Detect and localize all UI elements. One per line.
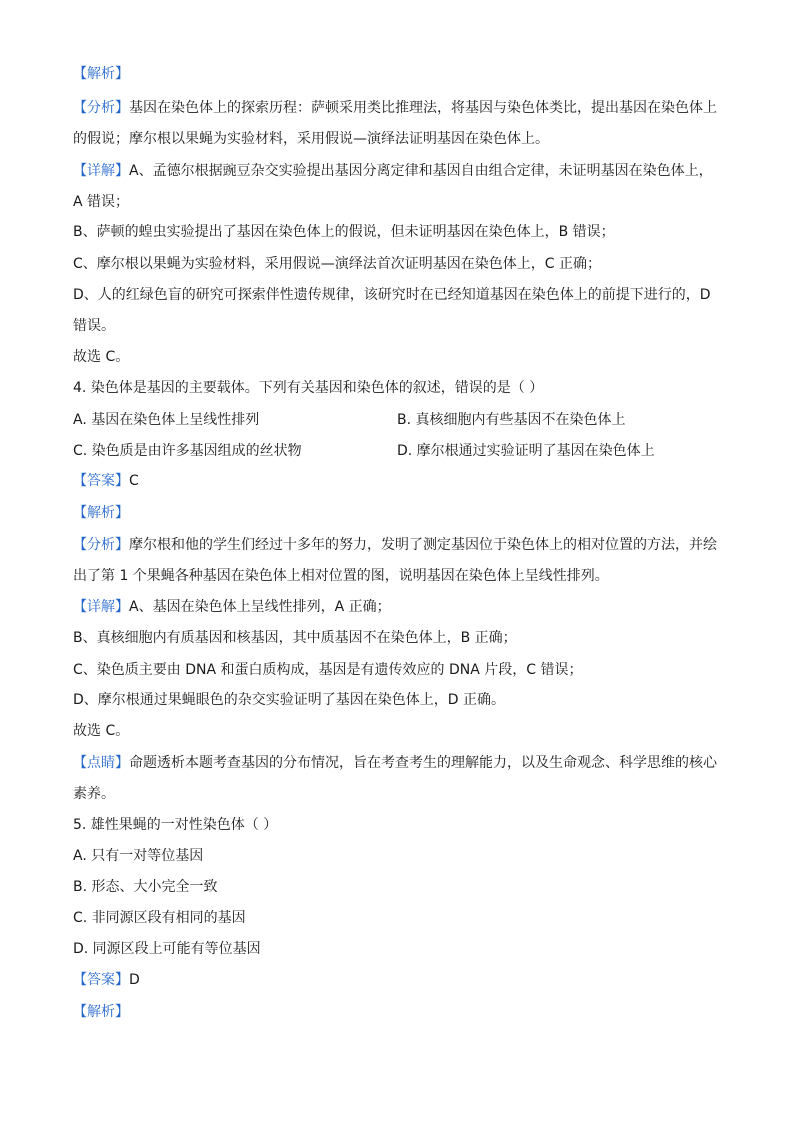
paragraph-line: 的假说；摩尔根以果蝇为实验材料，采用假说—演绎法证明基因在染色体上。 [73, 131, 549, 147]
option-a: A. 只有一对等位基因 [73, 848, 204, 864]
paragraph-line: B、真核细胞内有质基因和核基因，其中质基因不在染色体上，B 正确； [73, 630, 517, 646]
option-c: C. 染色质是由许多基因组成的丝状物 [73, 443, 302, 459]
paragraph-line: 素养。 [73, 786, 115, 802]
section-label-analysis: 【解析】 [73, 1004, 129, 1020]
question-stem: 4. 染色体是基因的主要载体。下列有关基因和染色体的叙述，错误的是（ ） [73, 380, 544, 396]
option-d: D. 摩尔根通过实验证明了基因在染色体上 [397, 443, 655, 459]
paragraph-line: 【详解】A、孟德尔根据豌豆杂交实验提出基因分离定律和基因自由组合定律，未证明基因在染色体上， [73, 163, 713, 179]
paragraph-line: 【点睛】命题透析本题考查基因的分布情况，旨在考查考生的理解能力，以及生命观念、科学思维的核心 [73, 755, 717, 771]
paragraph-line: 故选 C。 [73, 723, 130, 739]
option-a: A. 基因在染色体上呈线性排列 [73, 412, 260, 428]
paragraph-line: 故选 C。 [73, 349, 130, 365]
paragraph-line: C、染色质主要由 DNA 和蛋白质构成，基因是有遗传效应的 DNA 片段，C 错误； [73, 662, 583, 678]
option-c: C. 非同源区段有相同的基因 [73, 910, 246, 926]
option-row [73, 441, 723, 461]
paragraph-line: A 错误； [73, 194, 130, 210]
paragraph-line: 出了第 1 个果蝇各种基因在染色体上相对位置的图，说明基因在染色体上呈线性排列。 [73, 568, 609, 584]
paragraph-line: D、摩尔根通过果蝇眼色的杂交实验证明了基因在染色体上，D 正确。 [73, 692, 506, 708]
answer-line: 【答案】C [73, 473, 139, 489]
paragraph-line: C、摩尔根以果蝇为实验材料，采用假说—演绎法首次证明基因在染色体上，C 正确； [73, 256, 601, 272]
paragraph-line: 【分析】基因在染色体上的探索历程：萨顿采用类比推理法，将基因与染色体类比，提出基因在染色体上 [73, 100, 717, 116]
paragraph-line: 【分析】摩尔根和他的学生们经过十多年的努力，发明了测定基因位于染色体上的相对位置的方法，并绘 [73, 537, 717, 553]
paragraph-line: D、人的红绿色盲的研究可探索伴性遗传规律，该研究时在已经知道基因在染色体上的前提下进行的，D [73, 287, 711, 303]
section-label-analysis: 【解析】 [73, 505, 129, 521]
paragraph-line: 【详解】A、基因在染色体上呈线性排列，A 正确； [73, 599, 391, 615]
paragraph-line: 错误。 [73, 318, 115, 334]
question-stem: 5. 雄性果蝇的一对性染色体（ ） [73, 817, 278, 833]
paragraph-line: B、萨顿的蝗虫实验提出了基因在染色体上的假说，但未证明基因在染色体上，B 错误； [73, 224, 615, 240]
option-b: B. 形态、大小完全一致 [73, 879, 218, 895]
option-d: D. 同源区段上可能有等位基因 [73, 941, 261, 957]
section-label-analysis: 【解析】 [73, 66, 129, 82]
option-b: B. 真核细胞内有些基因不在染色体上 [397, 412, 626, 428]
option-row [73, 410, 723, 430]
answer-line: 【答案】D [73, 972, 140, 988]
